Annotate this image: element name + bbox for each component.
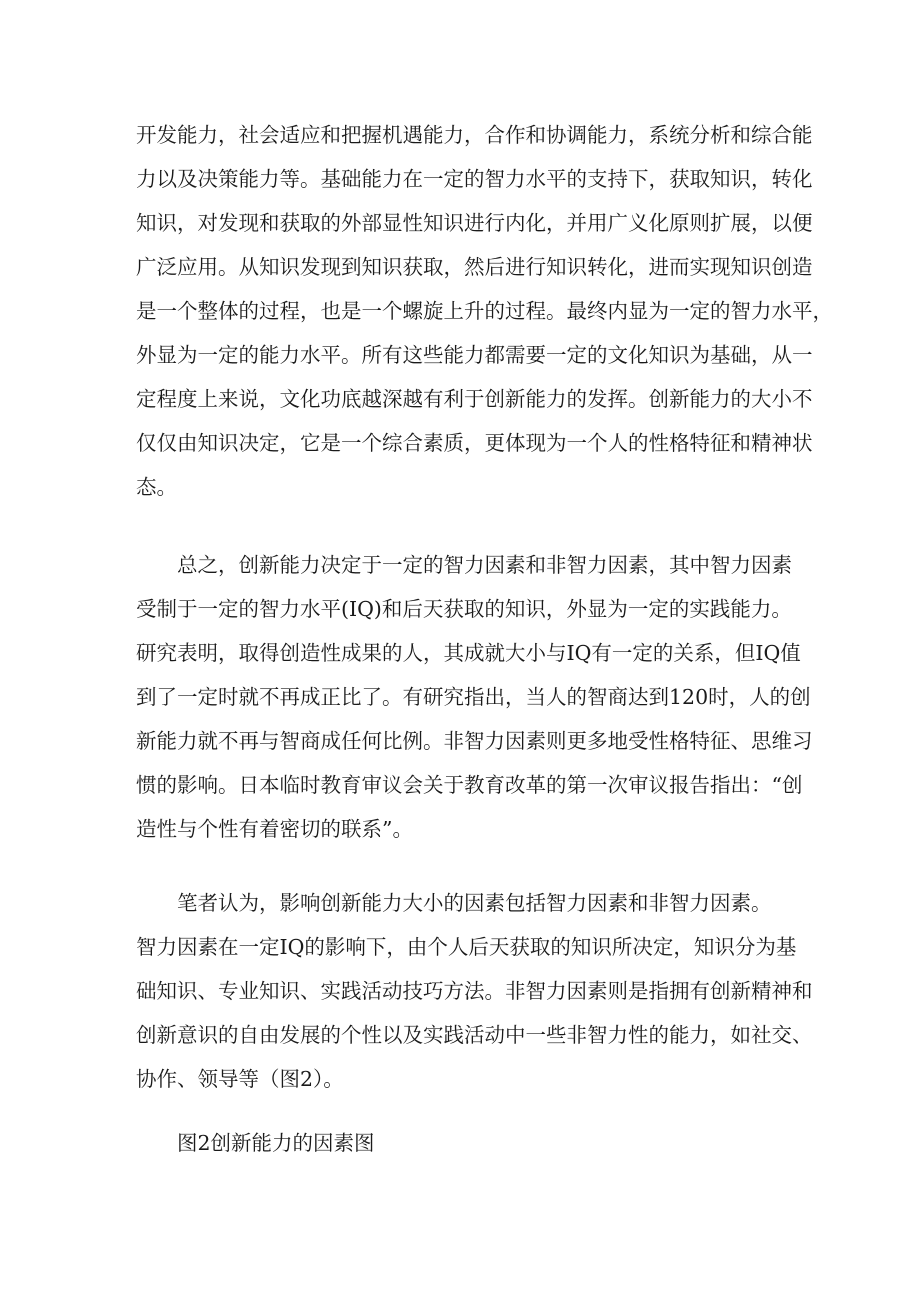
figure-caption: 图2创新能力的因素图: [177, 1131, 375, 1155]
paragraph-1-line-2: 力以及决策能力等。基础能力在一定的智力水平的支持下，获取知识，转化: [136, 167, 813, 191]
paragraph-2-line-5: 新能力就不再与智商成任何比例。非智力因素则更多地受性格特征、思维习: [136, 729, 813, 753]
paragraph-2-line-7: 造性与个性有着密切的联系”。: [136, 817, 413, 841]
paragraph-1-line-1: 开发能力，社会适应和把握机遇能力，合作和协调能力，系统分析和综合能: [136, 123, 813, 147]
paragraph-3-line-4: 创新意识的自由发展的个性以及实践活动中一些非智力性的能力，如社交、: [136, 1023, 813, 1047]
paragraph-1-line-4: 广泛应用。从知识发现到知识获取，然后进行知识转化，进而实现知识创造: [136, 255, 813, 279]
paragraph-3-line-5: 协作、领导等（图2）。: [136, 1067, 344, 1091]
paragraph-3-line-2: 智力因素在一定IQ的影响下，由个人后天获取的知识所决定，知识分为基: [136, 935, 797, 959]
paragraph-2-line-3: 研究表明，取得创造性成果的人，其成就大小与IQ有一定的关系，但IQ值: [136, 641, 801, 665]
paragraph-1-line-6: 外显为一定的能力水平。所有这些能力都需要一定的文化知识为基础，从一: [136, 343, 813, 367]
paragraph-2-line-6: 惯的影响。日本临时教育审议会关于教育改革的第一次审议报告指出：“创: [136, 773, 803, 797]
paragraph-2-line-1: 总之，创新能力决定于一定的智力因素和非智力因素，其中智力因素: [177, 553, 792, 577]
paragraph-1-line-8: 仅仅由知识决定，它是一个综合素质，更体现为一个人的性格特征和精神状: [136, 431, 813, 455]
paragraph-1-line-7: 定程度上来说，文化功底越深越有利于创新能力的发挥。创新能力的大小不: [136, 387, 813, 411]
paragraph-3-line-3: 础知识、专业知识、实践活动技巧方法。非智力因素则是指拥有创新精神和: [136, 979, 813, 1003]
paragraph-1-line-5: 是一个整体的过程，也是一个螺旋上升的过程。最终内显为一定的智力水平，: [136, 299, 833, 323]
paragraph-1-line-3: 知识，对发现和获取的外部显性知识进行内化，并用广义化原则扩展，以便: [136, 211, 813, 235]
paragraph-3-line-1: 笔者认为，影响创新能力大小的因素包括智力因素和非智力因素。: [177, 891, 772, 915]
paragraph-1-line-9: 态。: [136, 475, 177, 499]
paragraph-2-line-2: 受制于一定的智力水平(IQ)和后天获取的知识，外显为一定的实践能力。: [136, 597, 792, 621]
paragraph-2-line-4: 到了一定时就不再成正比了。有研究指出，当人的智商达到120时，人的创: [136, 685, 811, 709]
